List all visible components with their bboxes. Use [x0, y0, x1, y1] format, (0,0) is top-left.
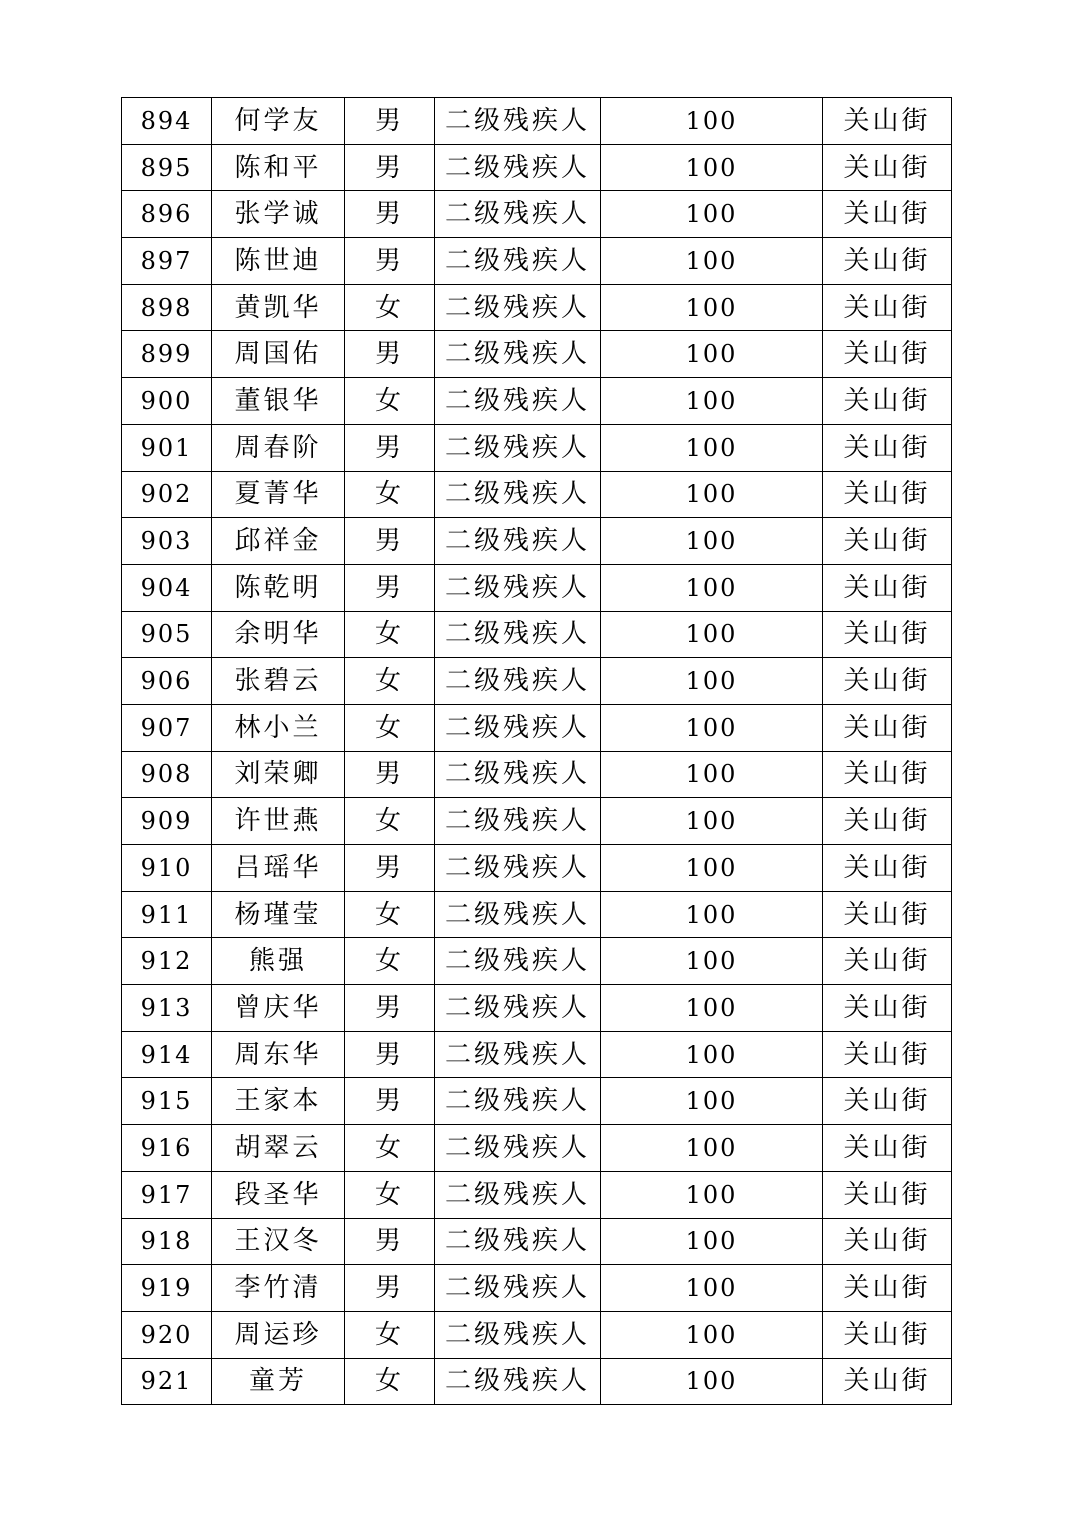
table-body — [122, 98, 952, 1405]
serial-number-cell: 913 — [122, 985, 212, 1032]
name-cell: 许世燕 — [212, 798, 345, 845]
table-row — [122, 284, 952, 331]
district-cell: 关山街 — [823, 98, 952, 145]
name-cell: 何学友 — [212, 98, 345, 145]
gender-cell: 男 — [345, 191, 435, 238]
name-cell: 陈乾明 — [212, 564, 345, 611]
gender-cell: 女 — [345, 284, 435, 331]
name-cell: 周国佑 — [212, 331, 345, 378]
amount-cell: 100 — [601, 1218, 823, 1265]
gender-cell: 男 — [345, 144, 435, 191]
disability-category-cell: 二级残疾人 — [435, 98, 601, 145]
serial-number-cell: 917 — [122, 1171, 212, 1218]
serial-number-cell: 918 — [122, 1218, 212, 1265]
table-row — [122, 98, 952, 145]
amount-cell: 100 — [601, 1358, 823, 1405]
subsidy-list-table — [121, 97, 952, 1405]
table-row — [122, 191, 952, 238]
gender-cell: 女 — [345, 658, 435, 705]
table-row — [122, 471, 952, 518]
district-cell: 关山街 — [823, 798, 952, 845]
serial-number-cell: 908 — [122, 751, 212, 798]
serial-number-cell: 909 — [122, 798, 212, 845]
district-cell: 关山街 — [823, 891, 952, 938]
district-cell: 关山街 — [823, 378, 952, 425]
table-row — [122, 798, 952, 845]
table-row — [122, 751, 952, 798]
district-cell: 关山街 — [823, 471, 952, 518]
disability-category-cell: 二级残疾人 — [435, 611, 601, 658]
disability-category-cell: 二级残疾人 — [435, 1171, 601, 1218]
district-cell: 关山街 — [823, 845, 952, 892]
name-cell: 吕瑶华 — [212, 845, 345, 892]
district-cell: 关山街 — [823, 611, 952, 658]
amount-cell: 100 — [601, 424, 823, 471]
amount-cell: 100 — [601, 471, 823, 518]
district-cell: 关山街 — [823, 1311, 952, 1358]
amount-cell: 100 — [601, 1311, 823, 1358]
table-row — [122, 1078, 952, 1125]
district-cell: 关山街 — [823, 424, 952, 471]
serial-number-cell: 911 — [122, 891, 212, 938]
serial-number-cell: 912 — [122, 938, 212, 985]
table-row — [122, 658, 952, 705]
serial-number-cell: 897 — [122, 238, 212, 285]
disability-category-cell: 二级残疾人 — [435, 1218, 601, 1265]
amount-cell: 100 — [601, 1125, 823, 1172]
name-cell: 刘荣卿 — [212, 751, 345, 798]
disability-category-cell: 二级残疾人 — [435, 1311, 601, 1358]
name-cell: 夏菁华 — [212, 471, 345, 518]
district-cell: 关山街 — [823, 751, 952, 798]
table-row — [122, 1358, 952, 1405]
name-cell: 段圣华 — [212, 1171, 345, 1218]
district-cell: 关山街 — [823, 938, 952, 985]
disability-category-cell: 二级残疾人 — [435, 658, 601, 705]
table-row — [122, 985, 952, 1032]
gender-cell: 男 — [345, 751, 435, 798]
serial-number-cell: 898 — [122, 284, 212, 331]
table-row — [122, 378, 952, 425]
disability-category-cell: 二级残疾人 — [435, 1125, 601, 1172]
gender-cell: 男 — [345, 1218, 435, 1265]
table-row — [122, 611, 952, 658]
gender-cell: 男 — [345, 845, 435, 892]
gender-cell: 男 — [345, 331, 435, 378]
table-row — [122, 1171, 952, 1218]
disability-category-cell: 二级残疾人 — [435, 378, 601, 425]
name-cell: 周东华 — [212, 1031, 345, 1078]
district-cell: 关山街 — [823, 238, 952, 285]
district-cell: 关山街 — [823, 191, 952, 238]
district-cell: 关山街 — [823, 1218, 952, 1265]
serial-number-cell: 910 — [122, 845, 212, 892]
gender-cell: 男 — [345, 424, 435, 471]
amount-cell: 100 — [601, 98, 823, 145]
serial-number-cell: 900 — [122, 378, 212, 425]
serial-number-cell: 920 — [122, 1311, 212, 1358]
disability-category-cell: 二级残疾人 — [435, 284, 601, 331]
serial-number-cell: 907 — [122, 704, 212, 751]
serial-number-cell: 895 — [122, 144, 212, 191]
district-cell: 关山街 — [823, 564, 952, 611]
serial-number-cell: 904 — [122, 564, 212, 611]
disability-category-cell: 二级残疾人 — [435, 471, 601, 518]
disability-category-cell: 二级残疾人 — [435, 938, 601, 985]
serial-number-cell: 903 — [122, 518, 212, 565]
district-cell: 关山街 — [823, 518, 952, 565]
gender-cell: 女 — [345, 704, 435, 751]
disability-category-cell: 二级残疾人 — [435, 845, 601, 892]
serial-number-cell: 914 — [122, 1031, 212, 1078]
name-cell: 邱祥金 — [212, 518, 345, 565]
disability-category-cell: 二级残疾人 — [435, 751, 601, 798]
table-row — [122, 891, 952, 938]
district-cell: 关山街 — [823, 1031, 952, 1078]
table-row — [122, 938, 952, 985]
name-cell: 胡翠云 — [212, 1125, 345, 1172]
disability-category-cell: 二级残疾人 — [435, 424, 601, 471]
gender-cell: 女 — [345, 1311, 435, 1358]
serial-number-cell: 894 — [122, 98, 212, 145]
disability-category-cell: 二级残疾人 — [435, 144, 601, 191]
name-cell: 李竹清 — [212, 1265, 345, 1312]
amount-cell: 100 — [601, 611, 823, 658]
name-cell: 童芳 — [212, 1358, 345, 1405]
amount-cell: 100 — [601, 891, 823, 938]
serial-number-cell: 901 — [122, 424, 212, 471]
name-cell: 余明华 — [212, 611, 345, 658]
amount-cell: 100 — [601, 985, 823, 1032]
district-cell: 关山街 — [823, 144, 952, 191]
gender-cell: 女 — [345, 378, 435, 425]
gender-cell: 女 — [345, 798, 435, 845]
amount-cell: 100 — [601, 938, 823, 985]
amount-cell: 100 — [601, 238, 823, 285]
name-cell: 陈世迪 — [212, 238, 345, 285]
amount-cell: 100 — [601, 518, 823, 565]
district-cell: 关山街 — [823, 1265, 952, 1312]
name-cell: 黄凯华 — [212, 284, 345, 331]
disability-category-cell: 二级残疾人 — [435, 704, 601, 751]
amount-cell: 100 — [601, 658, 823, 705]
table-row — [122, 144, 952, 191]
table-row — [122, 1125, 952, 1172]
serial-number-cell: 902 — [122, 471, 212, 518]
table-row — [122, 845, 952, 892]
gender-cell: 女 — [345, 891, 435, 938]
serial-number-cell: 916 — [122, 1125, 212, 1172]
amount-cell: 100 — [601, 331, 823, 378]
disability-category-cell: 二级残疾人 — [435, 238, 601, 285]
amount-cell: 100 — [601, 845, 823, 892]
serial-number-cell: 899 — [122, 331, 212, 378]
gender-cell: 男 — [345, 1078, 435, 1125]
gender-cell: 女 — [345, 1358, 435, 1405]
district-cell: 关山街 — [823, 1078, 952, 1125]
name-cell: 杨瑾莹 — [212, 891, 345, 938]
table-row — [122, 331, 952, 378]
gender-cell: 女 — [345, 611, 435, 658]
gender-cell: 男 — [345, 1031, 435, 1078]
disability-category-cell: 二级残疾人 — [435, 985, 601, 1032]
gender-cell: 男 — [345, 1265, 435, 1312]
name-cell: 张碧云 — [212, 658, 345, 705]
name-cell: 陈和平 — [212, 144, 345, 191]
name-cell: 熊强 — [212, 938, 345, 985]
amount-cell: 100 — [601, 1078, 823, 1125]
gender-cell: 男 — [345, 238, 435, 285]
name-cell: 周运珍 — [212, 1311, 345, 1358]
name-cell: 周春阶 — [212, 424, 345, 471]
table-row — [122, 238, 952, 285]
disability-category-cell: 二级残疾人 — [435, 1078, 601, 1125]
serial-number-cell: 919 — [122, 1265, 212, 1312]
disability-category-cell: 二级残疾人 — [435, 1358, 601, 1405]
gender-cell: 女 — [345, 1125, 435, 1172]
table-row — [122, 564, 952, 611]
gender-cell: 男 — [345, 564, 435, 611]
serial-number-cell: 906 — [122, 658, 212, 705]
name-cell: 曾庆华 — [212, 985, 345, 1032]
district-cell: 关山街 — [823, 658, 952, 705]
serial-number-cell: 921 — [122, 1358, 212, 1405]
amount-cell: 100 — [601, 378, 823, 425]
table-row — [122, 1311, 952, 1358]
amount-cell: 100 — [601, 1265, 823, 1312]
amount-cell: 100 — [601, 144, 823, 191]
table-row — [122, 1031, 952, 1078]
amount-cell: 100 — [601, 798, 823, 845]
amount-cell: 100 — [601, 284, 823, 331]
table-row — [122, 704, 952, 751]
gender-cell: 男 — [345, 985, 435, 1032]
amount-cell: 100 — [601, 1171, 823, 1218]
district-cell: 关山街 — [823, 331, 952, 378]
gender-cell: 男 — [345, 518, 435, 565]
serial-number-cell: 915 — [122, 1078, 212, 1125]
amount-cell: 100 — [601, 751, 823, 798]
gender-cell: 女 — [345, 471, 435, 518]
amount-cell: 100 — [601, 704, 823, 751]
name-cell: 林小兰 — [212, 704, 345, 751]
name-cell: 董银华 — [212, 378, 345, 425]
amount-cell: 100 — [601, 1031, 823, 1078]
gender-cell: 女 — [345, 938, 435, 985]
disability-category-cell: 二级残疾人 — [435, 331, 601, 378]
serial-number-cell: 896 — [122, 191, 212, 238]
district-cell: 关山街 — [823, 284, 952, 331]
table-row — [122, 518, 952, 565]
gender-cell: 男 — [345, 98, 435, 145]
name-cell: 王家本 — [212, 1078, 345, 1125]
name-cell: 张学诚 — [212, 191, 345, 238]
disability-category-cell: 二级残疾人 — [435, 798, 601, 845]
disability-category-cell: 二级残疾人 — [435, 564, 601, 611]
disability-category-cell: 二级残疾人 — [435, 518, 601, 565]
serial-number-cell: 905 — [122, 611, 212, 658]
gender-cell: 女 — [345, 1171, 435, 1218]
table-row — [122, 1265, 952, 1312]
amount-cell: 100 — [601, 564, 823, 611]
table-row — [122, 424, 952, 471]
amount-cell: 100 — [601, 191, 823, 238]
disability-category-cell: 二级残疾人 — [435, 1031, 601, 1078]
district-cell: 关山街 — [823, 985, 952, 1032]
district-cell: 关山街 — [823, 704, 952, 751]
district-cell: 关山街 — [823, 1171, 952, 1218]
disability-category-cell: 二级残疾人 — [435, 891, 601, 938]
district-cell: 关山街 — [823, 1125, 952, 1172]
name-cell: 王汉冬 — [212, 1218, 345, 1265]
district-cell: 关山街 — [823, 1358, 952, 1405]
disability-category-cell: 二级残疾人 — [435, 1265, 601, 1312]
table-row — [122, 1218, 952, 1265]
disability-category-cell: 二级残疾人 — [435, 191, 601, 238]
